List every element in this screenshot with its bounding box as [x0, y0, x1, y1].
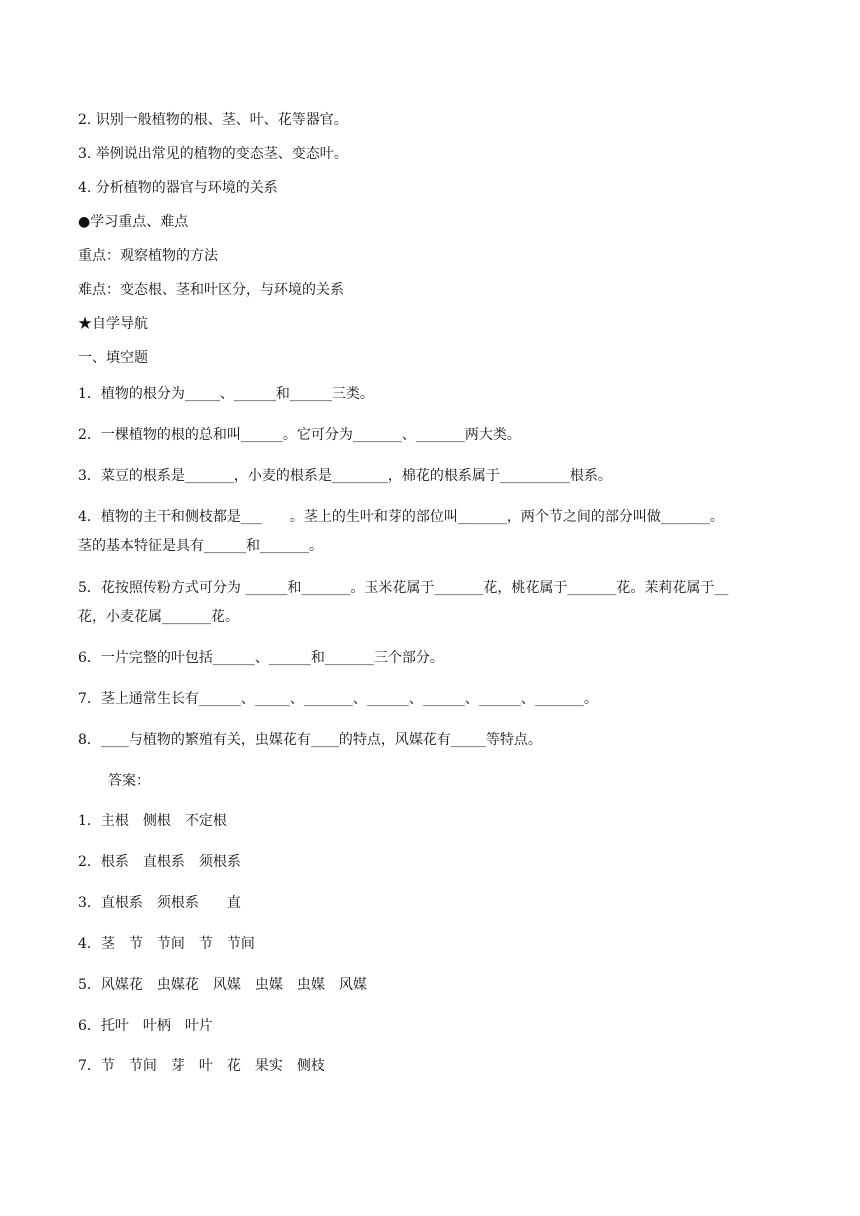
- question-line: 花，小麦花属_______花。: [78, 609, 239, 625]
- key-points-heading: ●学习重点、难点: [78, 214, 189, 230]
- answer-line: 6．托叶 叶柄 叶片: [78, 1018, 213, 1034]
- answer-line: 1．主根 侧根 不定根: [78, 813, 227, 829]
- question-line: 茎的基本特征是具有______和_______。: [78, 538, 323, 554]
- question-line: 6．一片完整的叶包括______、______和_______三个部分。: [78, 650, 444, 666]
- question-line: 7．茎上通常生长有______、_____、_______、______、______、______、_______。: [78, 691, 598, 707]
- answer-line: 3．直根系 须根系 直: [78, 895, 241, 911]
- answer-line: 4．茎 节 节间 节 节间: [78, 936, 255, 952]
- difficult-point-text: 难点：变态根、茎和叶区分，与环境的关系: [78, 282, 344, 298]
- question-line: 3．菜豆的根系是_______，小麦的根系是________，棉花的根系属于__________根系。: [78, 468, 612, 484]
- self-study-heading: ★自学导航: [78, 316, 148, 332]
- answer-line: 2．根系 直根系 须根系: [78, 854, 241, 870]
- objective-line: 2. 识别一般植物的根、茎、叶、花等器官。: [78, 112, 348, 128]
- objective-line: 4. 分析植物的器官与环境的关系: [78, 180, 278, 196]
- objective-line: 3. 举例说出常见的植物的变态茎、变态叶。: [78, 146, 348, 162]
- question-line: 8．____与植物的繁殖有关，虫媒花有____的特点，风媒花有_____等特点。: [78, 732, 542, 748]
- question-line: 5．花按照传粉方式可分为 ______和_______。玉米花属于_______花，桃花属于_______花。茉莉花属于__: [78, 580, 729, 596]
- answer-line: 7．节 节间 芽 叶 花 果实 侧枝: [78, 1058, 325, 1074]
- answers-heading: 答案：: [108, 773, 150, 789]
- answer-line: 5．风媒花 虫媒花 风媒 虫媒 虫媒 风媒: [78, 977, 367, 993]
- question-line: 1．植物的根分为_____、______和______三类。: [78, 386, 374, 402]
- key-point-text: 重点：观察植物的方法: [78, 248, 218, 264]
- question-line: 4．植物的主干和侧枝都是___ 。茎上的生叶和芽的部位叫_______，两个节之间的部分叫做_______。: [78, 509, 724, 525]
- section-title: 一、填空题: [78, 350, 148, 366]
- question-line: 2．一棵植物的根的总和叫______。它可分为_______、_______两大类。: [78, 427, 521, 443]
